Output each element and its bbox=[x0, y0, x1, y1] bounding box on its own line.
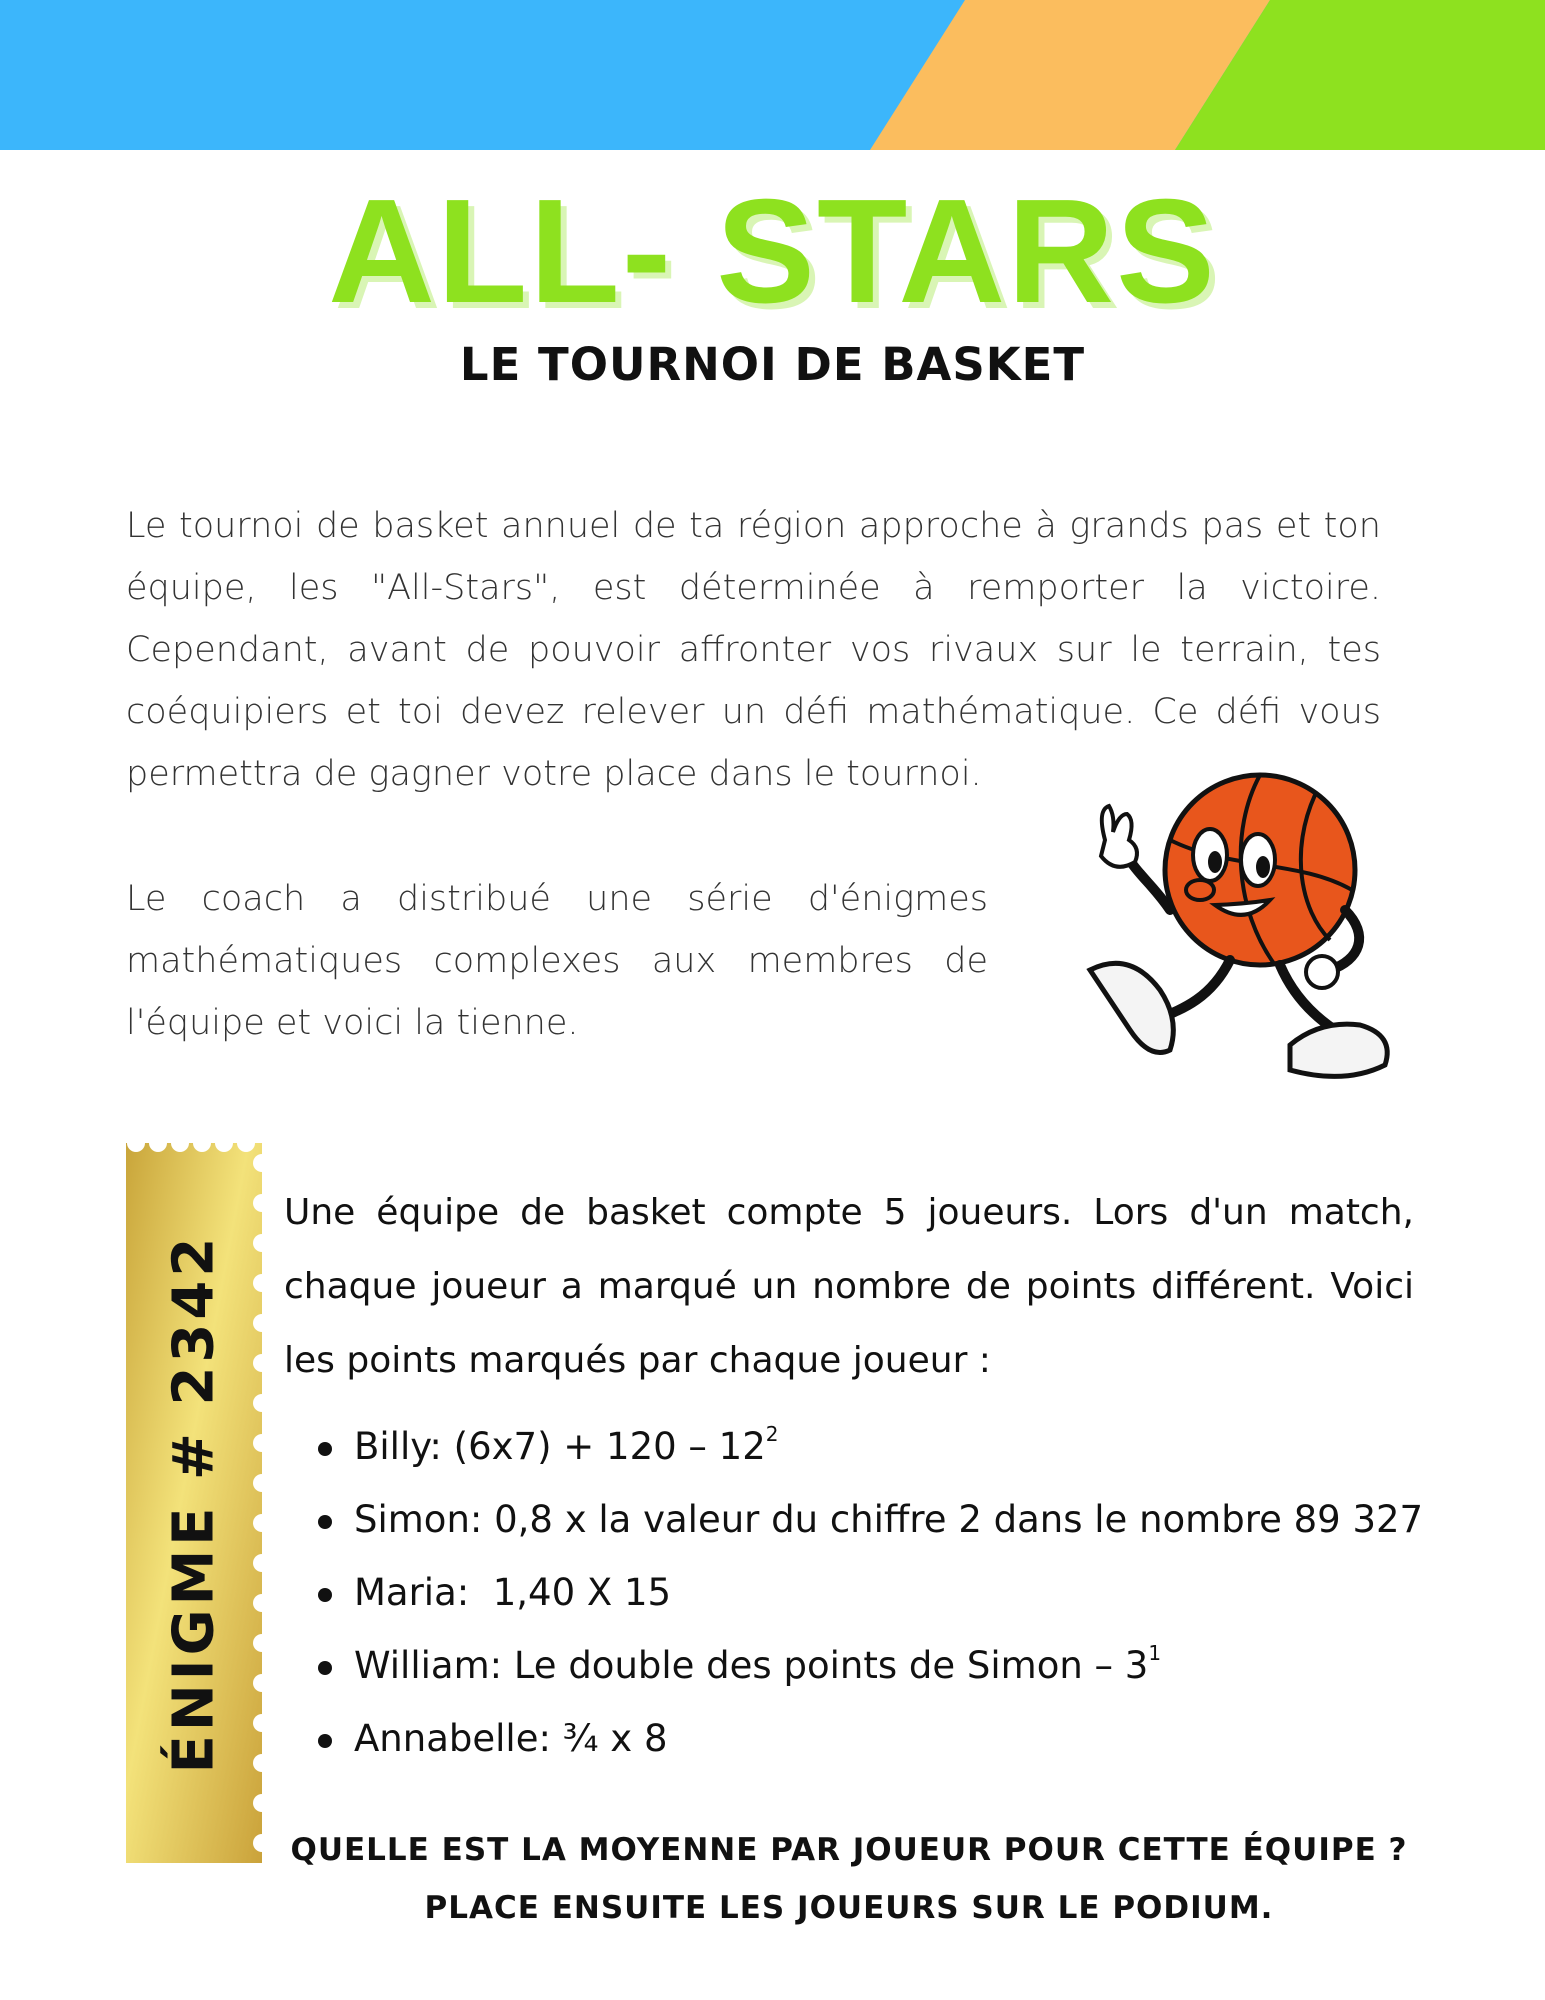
list-item bbox=[318, 1629, 1423, 1702]
bullet-icon bbox=[318, 1588, 332, 1602]
player-points-list bbox=[318, 1410, 1423, 1775]
player-william: William: Le double des points de Simon – 3 bbox=[354, 1644, 1149, 1687]
intro-paragraph-1: Le tournoi de basket annuel de ta région approche à grands pas et ton équipe, les "All-Stars", est déterminée à remporter la victoire. Cependant, avant de pouvoir affronter vos rivaux sur le terrain, tes coéquipiers et toi devez relever un défi mathématique. Ce défi vous permettra de gagner votre place dans le tournoi. bbox=[126, 506, 1381, 794]
riddle-ticket-label bbox=[126, 1143, 262, 1863]
player-annabelle: Annabelle: ¾ x 8 bbox=[354, 1717, 668, 1760]
exponent: 2 bbox=[765, 1422, 779, 1446]
list-item bbox=[318, 1556, 1423, 1629]
bullet-icon bbox=[318, 1661, 332, 1675]
exponent: 1 bbox=[1148, 1641, 1162, 1665]
riddle-statement: Une équipe de basket compte 5 joueurs. Lors d'un match, chaque joueur a marqué un nombre de points différent. Voici les points marqués par chaque joueur : bbox=[284, 1192, 1414, 1381]
bullet-icon bbox=[318, 1515, 332, 1529]
intro-paragraph-2: Le coach a distribué une série d'énigmes mathématiques complexes aux membres de l'équipe et voici la tienne. bbox=[126, 879, 988, 1043]
player-billy: Billy: (6x7) + 120 – 12 bbox=[354, 1425, 766, 1468]
bullet-icon bbox=[318, 1442, 332, 1456]
page-subtitle: LE TOURNOI DE BASKET bbox=[459, 338, 1086, 391]
list-item bbox=[318, 1483, 1423, 1556]
riddle-number: ÉNIGME # 2342 bbox=[161, 1233, 227, 1773]
player-simon: Simon: 0,8 x la valeur du chiffre 2 dans le nombre 89 327 bbox=[354, 1498, 1424, 1541]
top-banner bbox=[0, 0, 1545, 150]
question-podium: PLACE ENSUITE LES JOUEURS SUR LE PODIUM. bbox=[424, 1890, 1274, 1926]
basketball-mascot-icon bbox=[1060, 760, 1400, 1100]
bullet-icon bbox=[318, 1734, 332, 1748]
player-maria: Maria: 1,40 X 15 bbox=[354, 1571, 672, 1614]
list-item bbox=[318, 1702, 1423, 1775]
list-item bbox=[318, 1410, 1423, 1483]
question-average: QUELLE EST LA MOYENNE PAR JOUEUR POUR CETTE ÉQUIPE ? bbox=[290, 1832, 1408, 1868]
page-title: ALL- STARS bbox=[328, 169, 1217, 334]
